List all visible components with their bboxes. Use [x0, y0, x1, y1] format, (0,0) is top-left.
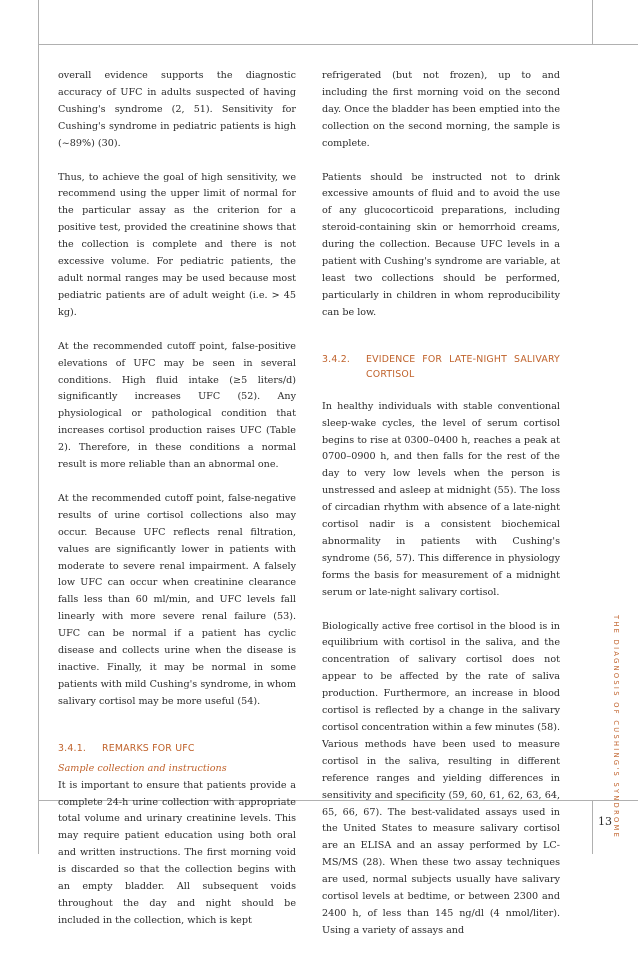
paragraph: It is important to ensure that patients provide a complete 24-h urine collection with appropriate total volume and urinary creatinine levels. This may require patient education using both oral and written instructions. The first morning void is discarded so that the collection begins with an empty bladder. All subsequent voids throughout the day and night should be included in the collection, which is kept — [58, 779, 296, 926]
section-heading — [322, 352, 560, 382]
paragraph: overall evidence supports the diagnostic accuracy of UFC in adults suspected of having Cushing's syndrome (2, 51). Sensitivity for Cushing's syndrome in pediatric patients is high (~89%) (30). — [58, 70, 296, 149]
top-rule — [38, 44, 638, 45]
page-number: 13 — [598, 815, 612, 828]
paragraph: At the recommended cutoff point, false-positive elevations of UFC may be seen in several conditions. High fluid intake (≥5 liters/d) significantly increases UFC (52). Any physiological or pathological condition that increases cortisol production raises UFC (Table 2). Therefore, in these conditions a normal result is more reliable than an abnormal one. — [58, 340, 296, 471]
section-number: 3.4.2. — [322, 353, 351, 365]
left-column — [58, 68, 296, 947]
paragraph: refrigerated (but not frozen), up to and including the first morning void on the second day. Once the bladder has been emptied into the collection on the second morning, the sample is complete. — [322, 70, 560, 149]
left-rule — [38, 0, 39, 854]
paragraph: Biologically active free cortisol in the blood is in equilibrium with cortisol in the saliva, and the concentration of salivary cortisol does not appear to be affected by the rate of saliva production. Furthermore, an increase in blood cortisol is reflected by a change in the salivary cortisol concentration within a few minutes (58). Various methods have been used to measure cortisol in the saliva, resulting in different reference ranges and yielding differences in sensitivity and specificity (59, 60, 61, 62, 63, 64, 65, 66, 67). The best-validated assays used in the United States to measure salivary cortisol are an ELISA and an assay performed by LC-MS/MS (28). When these two assay techniques are used, normal subjects usually have salivary cortisol levels at bedtime, or between 2300 and 2400 h, of less than 145 ng/dl (4 nmol/liter). Using a variety of assays and — [322, 620, 560, 936]
right-rule-bottom — [592, 800, 593, 854]
right-rule-top — [592, 0, 593, 44]
paragraph: At the recommended cutoff point, false-negative results of urine cortisol collections also may occur. Because UFC reflects renal filtration, values are significantly lower in patients with moderate to severe renal impairment. A falsely low UFC can occur when creatinine clearance falls less than 60 ml/min, and UFC levels fall linearly with more severe renal failure (53). UFC can be normal if a patient has cyclic disease and collects urine when the disease is inactive. Finally, it may be normal in some patients with mild Cushing's syndrome, in whom salivary cortisol may be more useful (54). — [58, 492, 296, 707]
section-heading — [58, 741, 296, 756]
section-number: 3.4.1. — [58, 742, 87, 754]
section-title: EVIDENCE FOR LATE-NIGHT SALIVARY CORTISOL — [366, 353, 560, 380]
subheading: Sample collection and instructions — [58, 762, 227, 774]
paragraph: In healthy individuals with stable conventional sleep-wake cycles, the level of serum cortisol begins to rise at 0300–0400 h, reaches a peak at 0700–0900 h, and then falls for the rest of the day to very low levels when the person is unstressed and asleep at midnight (55). The loss of circadian rhythm with absence of a late-night cortisol nadir is a consistent biochemical abnormality in patients with Cushing's syndrome (56, 57). This difference in physiology forms the basis for measurement of a midnight serum or late-night salivary cortisol. — [322, 400, 560, 598]
section-title: REMARKS FOR UFC — [102, 742, 195, 754]
right-column — [322, 68, 560, 957]
running-title — [610, 615, 620, 840]
paragraph: Thus, to achieve the goal of high sensitivity, we recommend using the upper limit of normal for the particular assay as the criterion for a positive test, provided the creatinine shows that the collection is complete and there is not excessive volume. For pediatric patients, the adult normal ranges may be used because most pediatric patients are of adult weight (i.e. > 45 kg). — [58, 171, 296, 318]
running-title-text: THE DIAGNOSIS OF CUSHING'S SYNDROME — [612, 615, 620, 840]
paragraph: Patients should be instructed not to drink excessive amounts of fluid and to avoid the use of any glucocorticoid preparations, including steroid-containing skin or hemorrhoid creams, during the collection. Because UFC levels in a patient with Cushing's syndrome are variable, at least two collections should be performed, particularly in children in whom reproducibility can be low. — [322, 171, 560, 318]
